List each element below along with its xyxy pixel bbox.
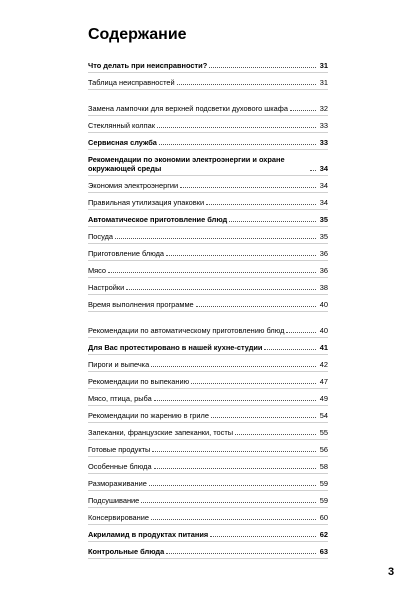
toc-entry-page: 49	[319, 394, 328, 403]
toc-leader	[290, 110, 316, 111]
toc-entry-label: Сервисная служба	[88, 138, 157, 147]
toc-leader	[166, 553, 316, 554]
toc-entry[interactable]	[88, 295, 328, 312]
toc-entry-label: Консервирование	[88, 513, 149, 522]
toc-leader	[229, 221, 316, 222]
toc-leader	[126, 289, 316, 290]
toc-entry[interactable]	[88, 244, 328, 261]
toc-entry-page: 63	[319, 547, 328, 556]
toc-entry[interactable]	[88, 338, 328, 355]
toc-entry-page: 59	[319, 479, 328, 488]
toc-entry[interactable]	[88, 261, 328, 278]
toc-leader	[264, 349, 316, 350]
toc-leader	[141, 502, 316, 503]
toc-entry-page: 62	[319, 530, 328, 539]
toc-entry[interactable]	[88, 423, 328, 440]
toc-entry-label: Правильная утилизация упаковки	[88, 198, 205, 207]
toc-entry-label: Акриламид в продуктах питания	[88, 530, 209, 539]
toc-leader	[210, 536, 316, 537]
toc-entry-label: Размораживание	[88, 479, 147, 488]
toc-entry-page: 40	[319, 300, 328, 309]
toc-entry-page: 35	[319, 215, 328, 224]
toc-leader	[286, 332, 316, 333]
toc-leader	[159, 144, 316, 145]
toc-entry-page: 32	[319, 104, 328, 113]
toc-entry-page: 42	[319, 360, 328, 369]
toc-leader	[310, 170, 316, 171]
toc-entry-page: 34	[319, 198, 328, 207]
toc-entry-label: Рекомендации по автоматическому приготовлению блюд	[88, 326, 285, 335]
toc-leader	[209, 67, 316, 68]
toc-entry[interactable]	[88, 227, 328, 244]
toc-leader	[151, 519, 316, 520]
toc-entry[interactable]	[88, 372, 328, 389]
toc-entry-label: Приготовление блюда	[88, 249, 165, 258]
toc-leader	[108, 272, 316, 273]
table-of-contents	[88, 56, 328, 559]
toc-entry[interactable]	[88, 176, 328, 193]
toc-entry-page: 55	[319, 428, 328, 437]
toc-leader	[180, 187, 316, 188]
toc-leader	[196, 306, 316, 307]
toc-entry-label: Особенные блюда	[88, 462, 152, 471]
toc-entry[interactable]	[88, 210, 328, 227]
toc-entry-page: 38	[319, 283, 328, 292]
toc-leader	[157, 127, 316, 128]
toc-entry-page: 40	[319, 326, 328, 335]
toc-entry-page: 60	[319, 513, 328, 522]
toc-entry-label: Стеклянный колпак	[88, 121, 155, 130]
toc-leader	[154, 468, 316, 469]
toc-entry-page: 31	[319, 61, 328, 70]
toc-entry-label: Подсушивание	[88, 496, 140, 505]
toc-entry-page: 33	[319, 121, 328, 130]
toc-entry-page: 58	[319, 462, 328, 471]
toc-entry-label: Посуда	[88, 232, 113, 241]
toc-leader	[191, 383, 316, 384]
toc-leader	[235, 434, 316, 435]
toc-entry-label: Для Вас протестировано в нашей кухне-студии	[88, 343, 263, 352]
toc-entry[interactable]	[88, 56, 328, 73]
toc-entry-label: Замена лампочки для верхней подсветки духового шкафа	[88, 104, 288, 113]
toc-entry[interactable]	[88, 312, 328, 338]
toc-entry-page: 36	[319, 249, 328, 258]
toc-entry-label: Рекомендации по выпеканию	[88, 377, 190, 386]
toc-entry-label: Экономия электроэнергии	[88, 181, 179, 190]
toc-entry-label: Мясо, птица, рыба	[88, 394, 152, 403]
toc-entry-label: Контрольные блюда	[88, 547, 165, 556]
toc-entry[interactable]	[88, 542, 328, 559]
toc-leader	[154, 400, 316, 401]
toc-entry[interactable]	[88, 150, 328, 176]
toc-entry-page: 31	[319, 78, 328, 87]
toc-entry-label: Пироги и выпечка	[88, 360, 150, 369]
toc-leader	[206, 204, 316, 205]
toc-entry[interactable]	[88, 193, 328, 210]
toc-leader	[177, 84, 316, 85]
toc-entry[interactable]	[88, 406, 328, 423]
toc-entry-page: 34	[319, 164, 328, 173]
toc-entry-page: 34	[319, 181, 328, 190]
toc-entry[interactable]	[88, 355, 328, 372]
toc-entry-page: 59	[319, 496, 328, 505]
toc-entry-page: 54	[319, 411, 328, 420]
toc-entry[interactable]	[88, 474, 328, 491]
toc-entry-page: 35	[319, 232, 328, 241]
toc-entry-page: 47	[319, 377, 328, 386]
toc-leader	[115, 238, 316, 239]
page-title: Содержание	[88, 26, 187, 43]
toc-entry-label: Время выполнения программе	[88, 300, 194, 309]
toc-entry-label: Автоматическое приготовление блюд	[88, 215, 228, 224]
toc-leader	[166, 255, 316, 256]
toc-entry[interactable]	[88, 116, 328, 133]
toc-leader	[151, 366, 316, 367]
toc-entry-label: Что делать при неисправности?	[88, 61, 208, 70]
toc-entry[interactable]	[88, 73, 328, 90]
toc-entry-page: 41	[319, 343, 328, 352]
toc-entry[interactable]	[88, 440, 328, 457]
toc-entry-label: Рекомендации по жарению в гриле	[88, 411, 209, 420]
toc-entry-page: 33	[319, 138, 328, 147]
toc-leader	[149, 485, 316, 486]
toc-entry-label: Запеканки, французские запеканки, тосты	[88, 428, 234, 437]
toc-entry[interactable]	[88, 457, 328, 474]
toc-entry-label: Мясо	[88, 266, 107, 275]
toc-entry-page: 36	[319, 266, 328, 275]
toc-entry-label: Рекомендации по экономии электроэнергии и охране окружающей среды	[88, 155, 285, 173]
toc-entry[interactable]	[88, 90, 328, 116]
page-number: 3	[388, 566, 395, 578]
toc-leader	[152, 451, 316, 452]
toc-entry[interactable]	[88, 389, 328, 406]
toc-entry[interactable]	[88, 491, 328, 508]
toc-entry[interactable]	[88, 525, 328, 542]
toc-entry-label: Таблица неисправностей	[88, 78, 175, 87]
toc-entry-label: Настройки	[88, 283, 125, 292]
toc-entry-label: Готовые продукты	[88, 445, 151, 454]
toc-leader	[211, 417, 316, 418]
toc-entry[interactable]	[88, 278, 328, 295]
toc-entry[interactable]	[88, 133, 328, 150]
toc-entry[interactable]	[88, 508, 328, 525]
toc-entry-page: 56	[319, 445, 328, 454]
